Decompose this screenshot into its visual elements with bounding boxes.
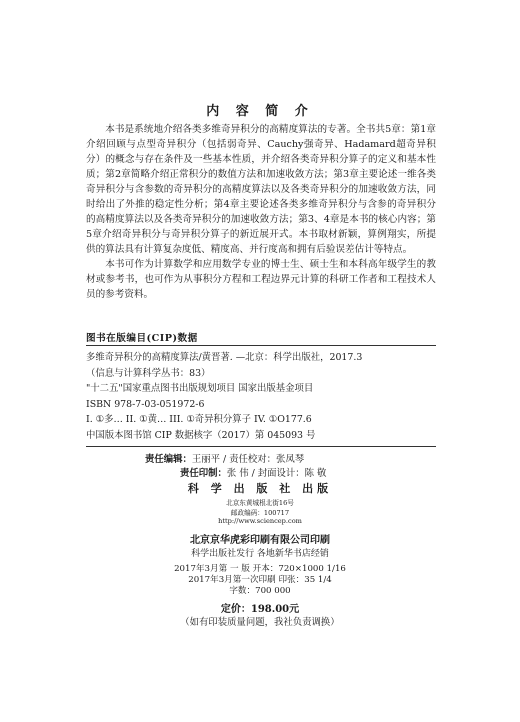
- word-count: 字数：700 000: [229, 586, 291, 596]
- print-names: 张 伟 / 封面设计：陈 敬: [226, 468, 327, 479]
- cip-line: "十二五"国家重点图书出版规划项目 国家出版基金项目: [86, 383, 314, 394]
- print-label: 责任印制：: [180, 468, 227, 479]
- quality-note: （如有印装质量问题，我社负责调换）: [180, 617, 340, 628]
- cip-line: ISBN 978-7-03-051972-6: [86, 398, 205, 410]
- cip-title: 图书在版编目(CIP)数据: [86, 333, 198, 344]
- cip-line: I. ①多… II. ①黄… III. ①奇异积分算子 IV. ①O177.6: [86, 414, 312, 425]
- intro-paragraph-1: 本书是系统地介绍各类多维奇异积分的高精度算法的专著。全书共5章：第1章介绍回顾与点型奇异积分（包括弱奇异、Cauchy强奇异、Hadamard超奇异积分）的概念与存在条件及一些基本性质，并介绍各类奇异积分算子的定义和基本性质；第2章简略介绍正常积分的数值方法和加速收敛方法；第3章主要论述一维各类奇异积分与含参数的奇异积分的高精度算法以及各类奇异积分的加速收敛方法，同时给出了外推的稳定性分析；第4章主要论述各类多维奇异积分与含参的奇异积分的高精度算法以及各类奇异积分的加速收敛方法；第3、4章是本书的核心内容；第5章介绍奇异积分与奇异积分算子的新近展开式。本书取材新颖，算例翔实，所提供的算法具有计算复杂度低、精度高、并行度高和拥有后验误差估计等特点。: [86, 124, 436, 255]
- cip-line: （信息与计算科学丛书：83）: [86, 367, 211, 379]
- cip-top-rule: [86, 345, 436, 346]
- publisher-url: http://www.sciencep.com: [218, 517, 302, 525]
- price: 定价：198.00元: [220, 604, 300, 615]
- publisher-name: 科 学 出 版 社 出版: [187, 482, 333, 495]
- print-credit: [180, 465, 326, 479]
- editor-credit: [145, 451, 304, 465]
- cip-line: 中国版本图书馆 CIP 数据核字（2017）第 045093 号: [86, 429, 316, 441]
- intro-paragraph-2: 本书可作为计算数学和应用数学专业的博士生、硕士生和本科高年级学生的教材或参考书，也可作为从事积分方程和工程边界元计算的科研工作者和工程技术人员的参考资料。: [86, 259, 436, 300]
- content-intro-title: 内 容 简 介: [206, 104, 314, 119]
- cip-line: 多维奇异积分的高精度算法/黄晋著. —北京：科学出版社，2017.3: [86, 352, 363, 363]
- editor-names: 王丽平 / 责任校对：张凤琴: [191, 454, 305, 465]
- publisher-zip: 邮政编码：100717: [230, 509, 290, 517]
- distribution-note: 科学出版社发行 各地新华书店经销: [191, 549, 329, 559]
- publisher-address: 北京东黄城根北街16号: [226, 499, 294, 507]
- content-intro-body: [86, 122, 436, 302]
- printer-name: 北京京华虎彩印刷有限公司印刷: [190, 535, 330, 546]
- cip-bottom-rule: [86, 446, 436, 447]
- printing-line: 2017年3月第一次印刷 印张：35 1/4: [188, 575, 332, 585]
- edition-line: 2017年3月第 一 版 开本：720×1000 1/16: [174, 564, 346, 574]
- cip-block: [86, 350, 446, 443]
- editor-label: 责任编辑：: [145, 454, 192, 465]
